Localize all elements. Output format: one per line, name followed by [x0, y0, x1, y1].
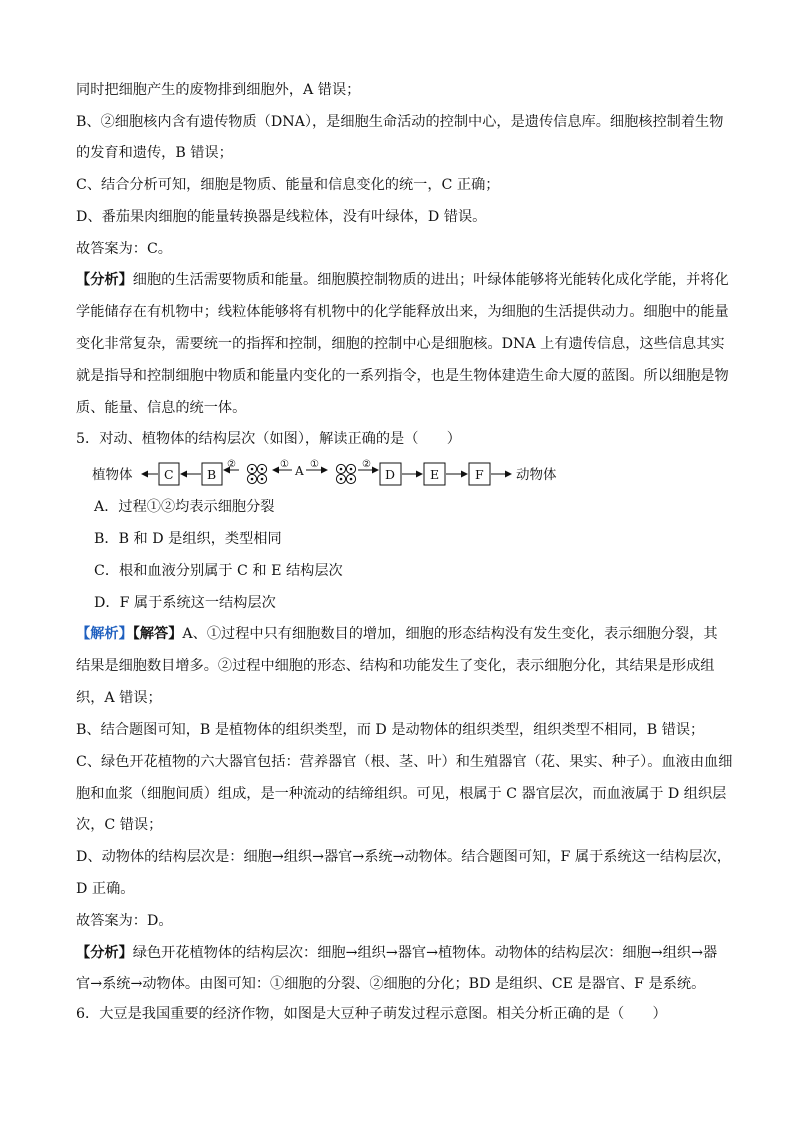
analysis-paragraph — [76, 270, 729, 290]
text-line: C、绿色开花植物的六大器官包括：营养器官（根、茎、叶）和生殖器官（花、果实、种子）。血液由血细 — [76, 754, 733, 770]
analysis-paragraph — [76, 943, 726, 963]
text-line: D、番茄果肉细胞的能量转换器是线粒体，没有叶绿体，D 错误。 — [76, 209, 487, 225]
box-d-label: D — [385, 467, 396, 482]
process-1-mark: ① — [280, 459, 289, 470]
text-line: 胞和血浆（细胞间质）组成，是一种流动的结缔组织。可见，根属于 C 器官层次，而血液属于 D 组织层 — [76, 786, 727, 802]
question-6-stem: 6．大豆是我国重要的经济作物，如图是大豆种子萌发过程示意图。相关分析正确的是（ ） — [76, 1006, 667, 1022]
four-cells-icon — [247, 464, 266, 483]
text-line: 次，C 错误； — [76, 817, 163, 833]
text-line: 故答案为：C。 — [76, 241, 172, 257]
solution-paragraph — [76, 624, 726, 644]
structure-hierarchy-diagram — [92, 456, 572, 492]
process-1-mark: ① — [310, 459, 319, 470]
text-line: C、结合分析可知，细胞是物质、能量和信息变化的统一，C 正确； — [76, 177, 500, 193]
text-line: 结果是细胞数目增多。②过程中细胞的形态、结构和功能发生了变化，表示细胞分化，其结果是形成组 — [76, 658, 715, 674]
analysis-tag: 【分析】 — [76, 272, 133, 288]
text-line: B、结合题图可知，B 是植物体的组织类型，而 D 是动物体的组织类型，组织类型不相同，B 错误； — [76, 722, 705, 738]
option-c: C．根和血液分别属于 C 和 E 结构层次 — [94, 563, 343, 579]
box-c-label: C — [164, 467, 174, 482]
analysis-tag: 【分析】 — [76, 945, 133, 961]
cell-a-label: A — [295, 464, 304, 478]
plant-label: 植物体 — [92, 467, 133, 483]
text-line: 质、能量、信息的统一体。 — [76, 400, 247, 416]
option-d: D．F 属于系统这一结构层次 — [94, 595, 276, 611]
text-line: 织，A 错误； — [76, 690, 162, 706]
text-line: 就是指导和控制细胞中物质和能量内变化的一系列指令，也是生物体建造生命大厦的蓝图。所以细胞是物 — [76, 368, 729, 384]
text-line: 官→系统→动物体。由图可知：①细胞的分裂、②细胞的分化；BD 是组织、CE 是器官、F 是系统。 — [76, 976, 706, 992]
text-line: 故答案为：D。 — [76, 913, 173, 929]
text-line: 变化非常复杂，需要统一的指挥和控制，细胞的控制中心是细胞核。DNA 上有遗传信息，这些信息其实 — [76, 336, 725, 352]
text-line: D、动物体的结构层次是：细胞→组织→器官→系统→动物体。结合题图可知，F 属于系统这一结构层次， — [76, 849, 731, 865]
text-line: 同时把细胞产生的废物排到细胞外，A 错误； — [76, 82, 361, 98]
process-2-mark: ② — [227, 459, 236, 470]
solution-tag: 【解析】 — [76, 626, 133, 642]
text-line: D 正确。 — [76, 881, 135, 897]
text-line: B、②细胞核内含有遗传物质（DNA），是细胞生命活动的控制中心，是遗传信息库。细胞核控制着生物 — [76, 114, 724, 130]
text-line: 学能储存在有机物中；线粒体能够将有机物中的化学能释放出来，为细胞的生活提供动力。细胞中的能量 — [76, 304, 729, 320]
question-5-stem: 5．对动、植物体的结构层次（如图），解读正确的是（ ） — [76, 431, 461, 447]
four-cells-icon — [336, 464, 355, 483]
analysis-text: 细胞的生活需要物质和能量。细胞膜控制物质的进出；叶绿体能够将光能转化成化学能，并将化 — [132, 272, 729, 288]
text-line: 的发育和遗传，B 错误； — [76, 145, 233, 161]
solution-text: A、①过程中只有细胞数目的增加，细胞的形态结构没有发生变化，表示细胞分裂，其 — [182, 626, 718, 642]
answer-tag: 【解答】 — [132, 626, 183, 642]
process-2-mark: ② — [362, 459, 371, 470]
box-b-label: B — [207, 467, 217, 482]
analysis-text: 绿色开花植物体的结构层次：细胞→组织→器官→植物体。动物体的结构层次：细胞→组织→器 — [132, 945, 718, 961]
animal-label: 动物体 — [516, 467, 557, 483]
box-f-label: F — [475, 467, 484, 482]
option-a: A．过程①②均表示细胞分裂 — [94, 499, 275, 515]
option-b: B．B 和 D 是组织，类型相同 — [94, 531, 282, 547]
box-e-label: E — [430, 467, 440, 482]
